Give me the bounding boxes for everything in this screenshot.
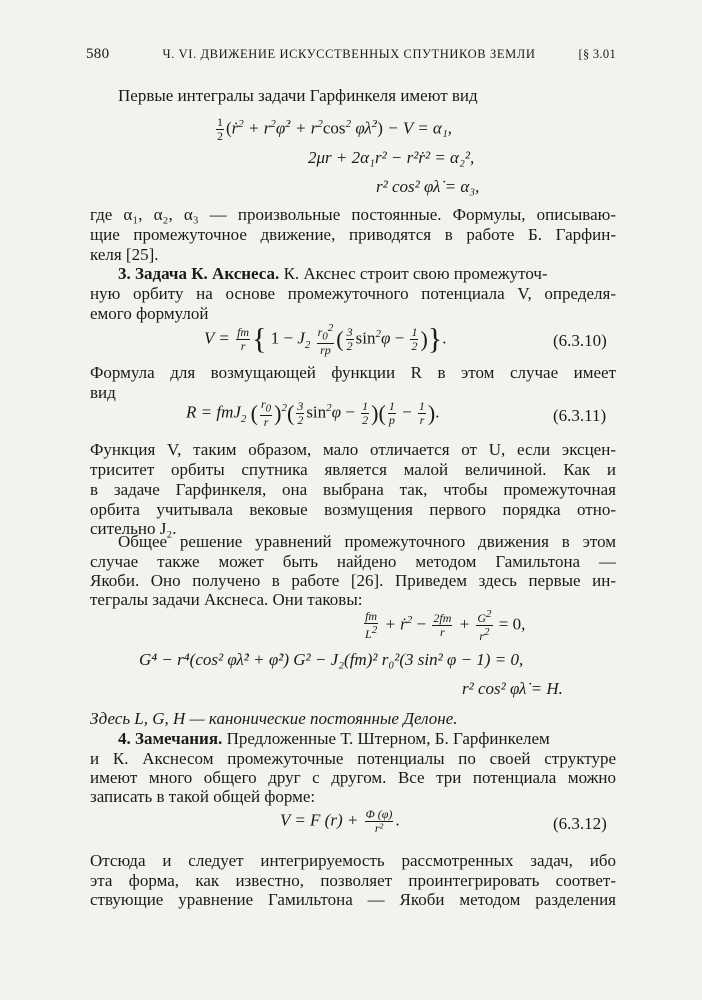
text-line: записать в такой общей форме: <box>90 787 316 806</box>
text-line: щие промежуточное движение, приводятся в работе Б. Гарфин- <box>90 225 616 244</box>
equation-aksnes-2: G⁴ − r⁴(cos² φλ̇² + φ̇²) G² − J₂(fm)² r₀²(3 sin² φ − 1) = 0, <box>139 650 524 669</box>
text-line: и К. Акснесом промежуточные потенциалы по своей структуре <box>90 749 616 768</box>
text-line: эта форма, как известно, позволяет проинтегрировать соответ- <box>90 871 616 890</box>
equation-aksnes-3: r² cos² φλ̇ = H. <box>462 679 563 698</box>
intro-text: Первые интегралы задачи Гарфинкеля имеют вид <box>118 86 478 105</box>
text-line: Якоби. Оно получено в работе [26]. Приведем здесь первые ин- <box>90 571 616 590</box>
equation-number-6-3-12: (6.3.12) <box>553 814 607 833</box>
delaunay-note: Здесь L, G, H — канонические постоянные Делоне. <box>90 709 458 728</box>
text-line: Формула для возмущающей функции R в этом случае имеет <box>90 363 616 382</box>
section-ref: [§ 3.01 <box>578 47 616 61</box>
text-line: случае также может быть найдено методом Гамильтона — <box>90 552 616 571</box>
equation-number-6-3-10: (6.3.10) <box>553 331 607 350</box>
equation-garfinkel-1: $\frac{1}{2}$ (ṙ$^2$ + $r^2\varphi̇^2 + r^2\cos^2$ φλ̇$^2$) − V = α₁, <box>217 115 453 143</box>
equation-6-3-11: R = fmJ$_2$ ( $\frac{r_0}{r}$ )$^2$( $\frac{3}{2}$ $\sin^2\varphi$ − $\frac{1}{2}$ )( $\frac{1}{p}$ − $\frac{1}{r}$ ). <box>186 397 440 430</box>
text-line: орбита учитывала вековые возмущения первого порядка отно- <box>90 500 616 519</box>
text-line: Общее решение уравнений промежуточного движения в этом <box>118 532 616 551</box>
page-number: 580 <box>86 46 110 62</box>
equation-aksnes-1: $\frac{fm}{L^2}$ + ṙ$^2$ − $\frac{2fm}{r}$ + $\frac{G^2}{r^2}$ = 0, <box>365 608 526 643</box>
equation-garfinkel-1-rhs: − V = α₁, <box>387 118 453 138</box>
equation-6-3-12-lhs: V = F (r) + <box>280 810 359 830</box>
text-line: Отсюда и следует интегрируемость рассмотренных задач, ибо <box>90 851 616 870</box>
text-span: Предложенные Т. Штерном, Б. Гарфинкелем <box>222 729 550 748</box>
equation-number-6-3-11: (6.3.11) <box>553 406 607 425</box>
equation-garfinkel-2: 2μr + 2α₁r² − r²ṙ² = α₂², <box>308 148 475 167</box>
text-line: ную орбиту на основе промежуточного потенциала V, определя- <box>90 284 616 303</box>
text-line <box>118 729 616 749</box>
text-line: келя [25]. <box>90 245 159 264</box>
text-line: имеют много общего друг с другом. Все три потенциала можно <box>90 768 616 787</box>
text-line: ствующие уравнение Гамильтона — Якоби методом разделения <box>90 890 616 909</box>
text-line: триситет орбиты спутника является малой величиной. Как и <box>90 460 616 479</box>
text-line: вид <box>90 383 116 402</box>
equation-garfinkel-3: r² cos² φλ̇ = α₃, <box>376 177 480 196</box>
text-line: где α₁, α₂, α₃ — произвольные постоянные. Формулы, описываю- <box>90 205 616 224</box>
equation-6-3-12-num: Φ (φ) <box>365 807 393 821</box>
text-line: тегралы задачи Акснеса. Они таковы: <box>90 590 363 609</box>
section-title-aksnes: 3. Задача К. Акснеса. <box>118 264 280 283</box>
equation-6-3-10: V = $\frac{fm}{r}$ { $1 - J_2$ $\frac{r_0^2}{rp}$ ( $\frac{3}{2}$ $\sin^2\varphi$ − $\frac{1}{2}$ )}. <box>204 322 447 358</box>
text-line: в задаче Гарфинкеля, она выбрана так, чтобы промежуточная <box>90 480 616 499</box>
equation-6-3-12: V = F (r) + $\frac{\Phi (\varphi)}{\text{r²}}$ . <box>280 807 400 835</box>
section-title-remarks: 4. Замечания. <box>118 729 223 748</box>
equation-6-3-12-den: r² <box>374 821 384 835</box>
text-span: К. Акснес строит свою промежуточ- <box>279 264 548 283</box>
text-line <box>118 264 616 284</box>
text-line: емого формулой <box>90 304 209 323</box>
text-line: Функция V, таким образом, мало отличается от U, если эксцен- <box>90 440 616 459</box>
text-line: сительно J₂. <box>90 519 177 538</box>
running-title: Ч. VI. ДВИЖЕНИЕ ИСКУССТВЕННЫХ СПУТНИКОВ ЗЕМЛИ <box>162 47 536 61</box>
